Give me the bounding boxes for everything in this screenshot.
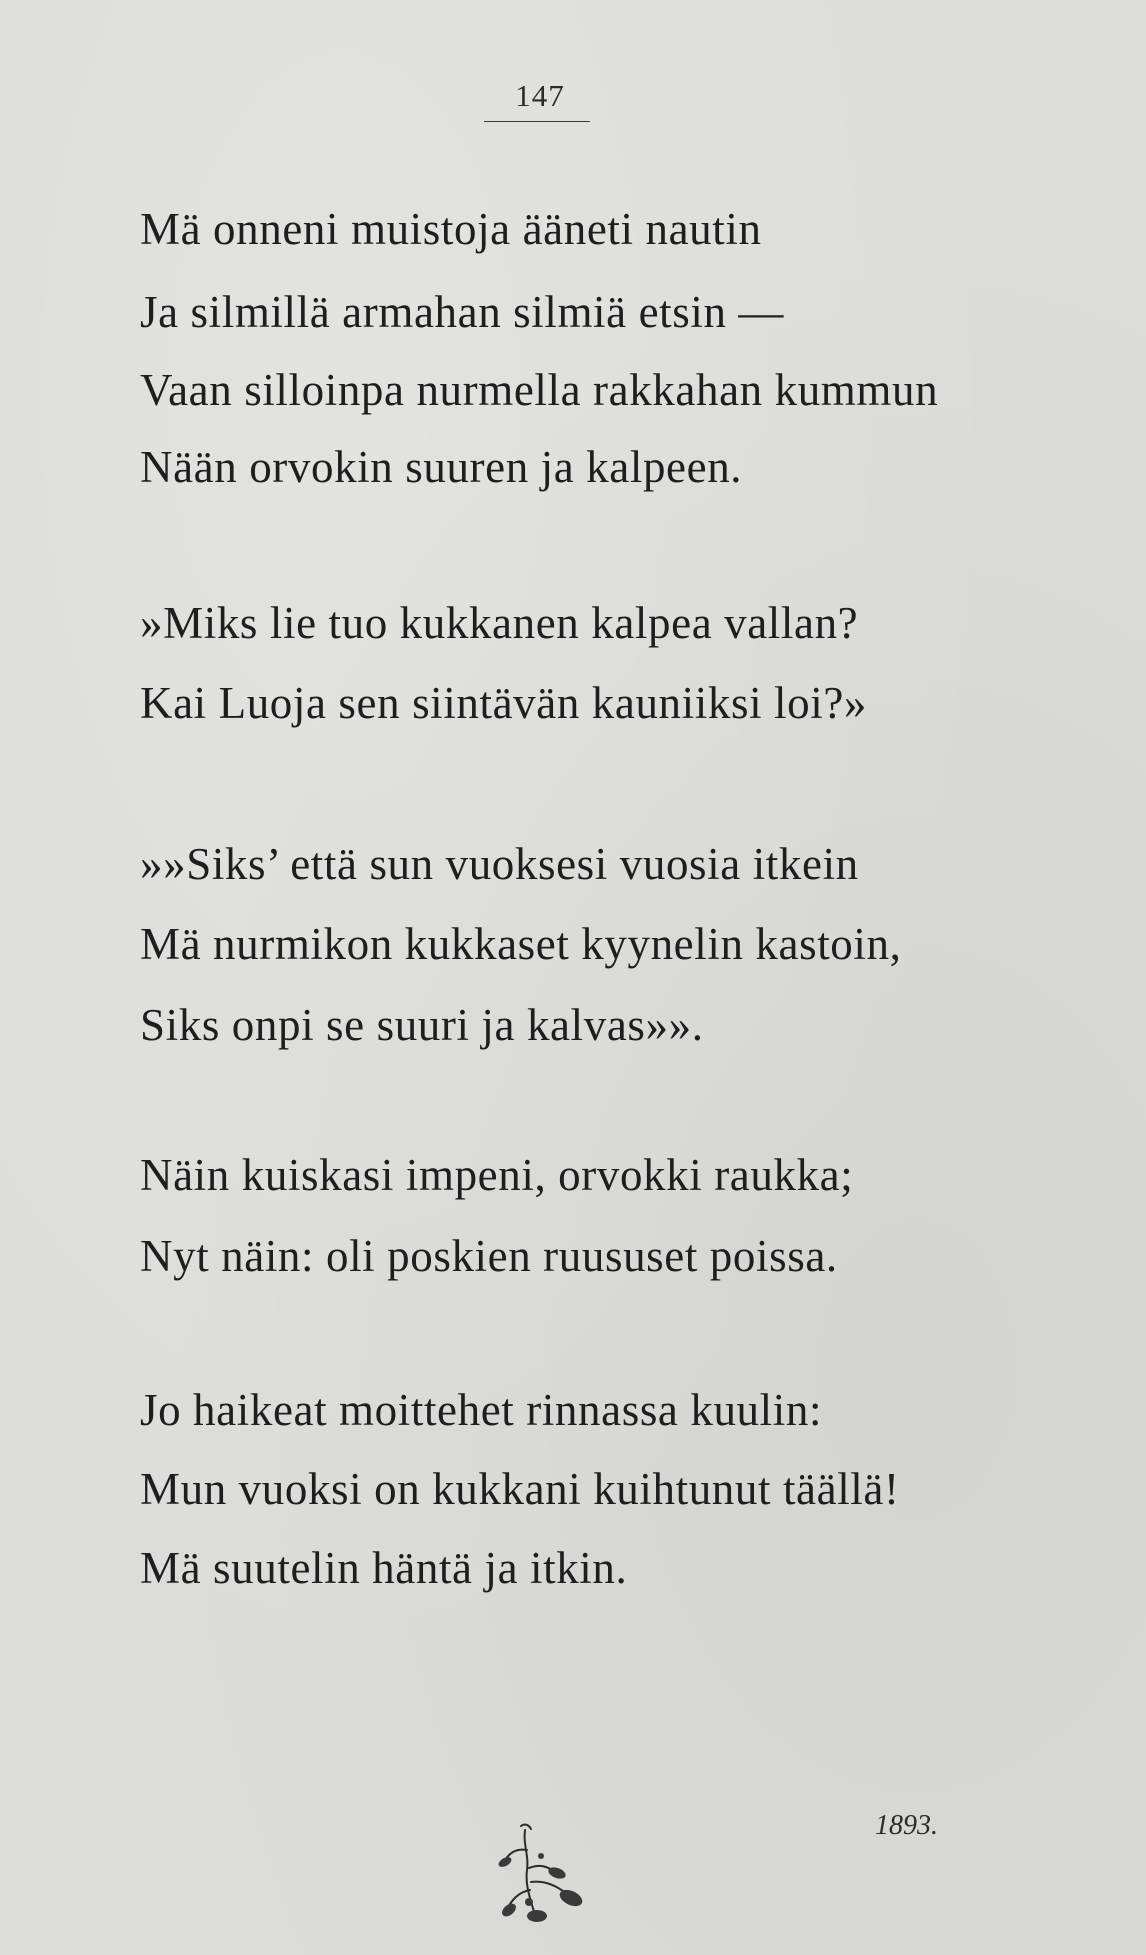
poem-line: Nyt näin: oli poskien ruususet poissa. xyxy=(140,1231,838,1281)
poem-line: Näin kuiskasi impeni, orvokki raukka; xyxy=(140,1150,854,1200)
poem-line: Nään orvokin suuren ja kalpeen. xyxy=(140,442,743,492)
poem-line: »»Siks’ että sun vuoksesi vuosia itkein xyxy=(140,839,859,889)
poem-line: Mä nurmikon kukkaset kyynelin kastoin, xyxy=(140,919,902,969)
poem-line: »Miks lie tuo kukkanen kalpea vallan? xyxy=(140,598,859,648)
poem-line: Mä onneni muistoja ääneti nautin xyxy=(140,204,762,254)
poem-line: Mä suutelin häntä ja itkin. xyxy=(140,1543,628,1593)
poem-line: Kai Luoja sen siintävän kauniiksi loi?» xyxy=(140,678,868,728)
page-number-rule xyxy=(484,121,590,122)
poem-line: Jo haikeat moittehet rinnassa kuulin: xyxy=(140,1385,823,1435)
poem-line: Mun vuoksi on kukkani kuihtunut täällä! xyxy=(140,1464,900,1514)
floral-vignette-icon xyxy=(485,1820,595,1930)
poem-line: Ja silmillä armahan silmiä etsin — xyxy=(140,287,785,337)
page-number: 147 xyxy=(515,78,565,113)
poem-line: Siks onpi se suuri ja kalvas»». xyxy=(140,1000,704,1050)
poem-line: Vaan silloinpa nurmella rakkahan kummun xyxy=(140,365,939,415)
poem-date: 1893. xyxy=(875,1810,938,1841)
